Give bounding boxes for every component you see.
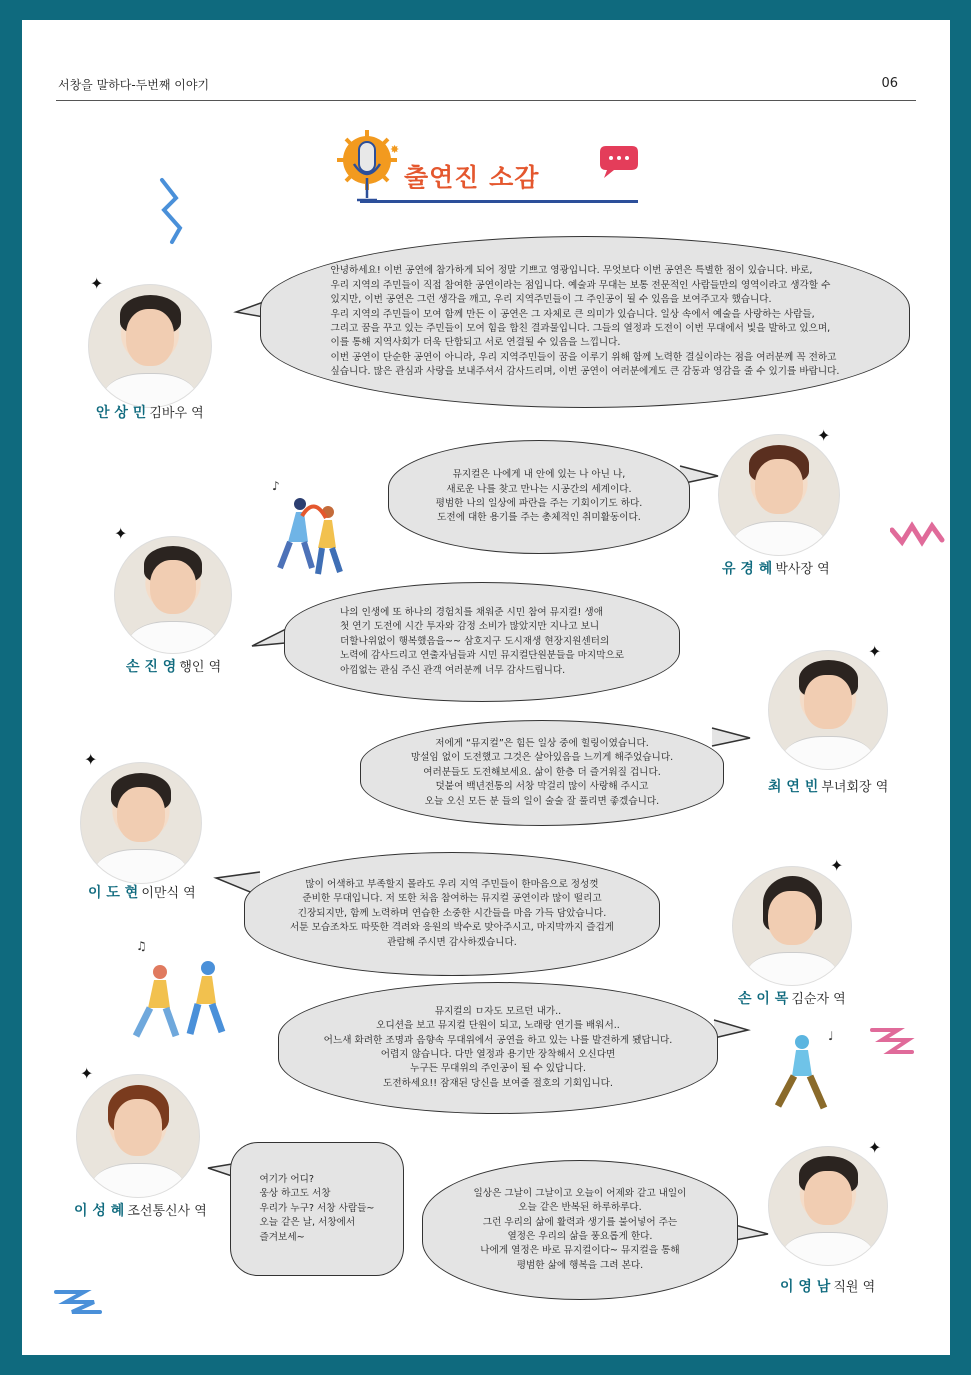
sparkle-icon: ✦	[868, 642, 882, 661]
sparkle-icon: ✦	[84, 750, 98, 769]
svg-text:♪: ♪	[272, 479, 280, 493]
cast-name: 이 도 현	[88, 885, 139, 901]
cast-name-label	[74, 1200, 207, 1220]
cast-quote: 여기가 어디? 웅상 하고도 서창 우리가 누구? 서창 사람들~ 오늘 같은 날, 서창에서 즐겨보세~	[259, 1173, 375, 1243]
bubble-tail	[712, 1016, 752, 1046]
cast-name-label	[780, 1276, 875, 1296]
cast-role: 조선통신사 역	[127, 1204, 207, 1219]
cast-quote: 많이 어색하고 부족할지 몰라도 우리 지역 주민들이 한마음으로 정성껏 준비한 무대입니다. 저 또한 처음 참여하는 뮤지컬 공연이라 많이 떨리고 긴장되지만, 함께 노력하며 연습한 소중한 시간들을 마음 가득 담았습니다. 서툰 모습조차도 따뜻한 격려와 응원의 박수로 맞아주시고, 마지막까지 즐겁게 관람해 주시면 감사하겠습니다.	[289, 878, 614, 948]
sparkle-icon: ✦	[830, 856, 844, 875]
cast-role: 박사장 역	[775, 562, 830, 577]
speech-bubble	[422, 1160, 738, 1300]
svg-text:♫: ♫	[136, 939, 147, 953]
cast-name-label	[126, 656, 221, 676]
header-divider	[56, 100, 916, 101]
cast-role: 이만식 역	[141, 886, 196, 901]
cast-photo-son-imok	[732, 866, 852, 986]
page	[22, 20, 950, 1355]
squiggle-pink-icon	[890, 518, 950, 548]
sparkle-icon: ✦	[90, 274, 104, 293]
cast-name-label	[88, 882, 196, 902]
speech-bubble	[388, 440, 690, 554]
sparkle-icon: ✸	[390, 143, 400, 156]
squiggle-blue-2-icon	[50, 1284, 110, 1318]
cast-quote: 나의 인생에 또 하나의 경험치를 채워준 시민 참여 뮤지컬! 생애 첫 연기 도전에 시간 투자와 감정 소비가 많았지만 지나고 보니 더할나위없이 행복했음을~~ 삼호지구 도시재생 현장지원센터의 노력에 감사드리고 연출자님들과 시민 뮤지컬단원분들을 마지막으로 아낌없는 관심 주신 관객 여러분께 너무 감사드립니다.	[339, 606, 624, 676]
cast-role: 직원 역	[833, 1280, 876, 1295]
page-number: 06	[881, 76, 898, 91]
cast-quote: 일상은 그날이 그날이고 오늘이 어제와 같고 내일이 오늘 같은 반복된 하루하루다. 그런 우리의 삶에 활력과 생기를 불어넣어 주는 열정은 우리의 삶을 풍요롭게 한다. 나에게 열정은 바로 뮤지컬이다~ 뮤지컬을 통해 평범한 삶에 행복을 그려 본다.	[473, 1187, 687, 1271]
speech-bubble	[260, 236, 910, 408]
dancers-illustration-2	[118, 938, 238, 1048]
speech-bubble-icon	[594, 142, 644, 182]
cast-quote: 뮤지컬의 ㅁ자도 모르던 내가.. 오디션을 보고 뮤지컬 단원이 되고, 노래랑 연기를 배워서.. 어느새 화려한 조명과 음향속 무대위에서 공연을 하고 있는 나를 발견하게 됐답니다. 어렵지 않습니다. 다만 열정과 용기만 장착해서 오신다면 누구든 무대위의 주인공이 될 수 있답니다. 도전하세요!! 잠재된 당신을 보여줄 절호의 기회입니다.	[323, 1005, 673, 1089]
cast-photo-lee-youngnam	[768, 1146, 888, 1266]
sparkle-icon: ✦	[817, 426, 831, 445]
cast-role: 부녀회장 역	[821, 780, 889, 795]
speech-bubble	[278, 982, 718, 1114]
cast-name-label	[722, 558, 830, 578]
squiggle-blue-icon	[154, 176, 194, 246]
cast-name: 안 상 민	[96, 405, 147, 421]
cast-quote: 저에게 “뮤지컬”은 힘든 일상 중에 힐링이였습니다. 망설임 없이 도전했고 그것은 살아있음을 느끼게 해주었습니다. 여러분들도 도전해보세요. 삶이 한층 더 즐거워질 겁니다. 덧붙여 백년전통의 서창 막걸리 많이 사랑해 주시고 오늘 오신 모든 분 들의 일이 술술 잘 풀리면 좋겠습니다.	[410, 737, 674, 807]
cast-name-label	[768, 776, 888, 796]
cast-name: 최 연 빈	[768, 779, 819, 795]
cast-name-label	[96, 402, 204, 422]
cast-name: 이 영 남	[780, 1279, 831, 1295]
cast-name: 이 성 혜	[74, 1203, 125, 1219]
cast-quote: 안녕하세요! 이번 공연에 참가하게 되어 정말 기쁘고 영광입니다. 무엇보다 이번 공연은 특별한 점이 있습니다. 바로, 우리 지역의 주민들이 직접 참여한 공연이라는 점입니다. 예술과 무대는 보통 전문적인 사람들만의 영역이라고 생각할 수 있지만, 이번 공연은 그런 생각을 깨고, 우리 지역주민들이 그 주인공이 될 수 있음을 보여주고자 했습니다. 우리 지역의 주민들이 모여 함께 만든 이 공연은 그 자체로 큰 의미가 있습니다. 일상 속에서 예술을 사랑하는 사람들, 그리고 꿈을 꾸고 있는 주민들이 모여 힘을 합친 결과물입니다. 그들의 열정과 도전이 이번 무대에서 빛을 발하고 있으며, 이를 통해 지역사회가 더욱 단합되고 서로 연결될 수 있음을 느낍니다. 이번 공연이 단순한 공연이 아니라, 우리 지역주민들이 꿈을 이루기 위해 함께 노력한 결실이라는 점을 여러분께 꼭 전하고 싶습니다. 많은 관심과 사랑을 보내주셔서 감사드리며, 이번 공연이 여러분에게도 큰 감동과 영감을 줄 수 있기를 바랍니다.	[330, 265, 840, 378]
cast-name-label	[738, 988, 846, 1008]
section-title-block	[332, 128, 652, 208]
speech-bubble	[230, 1142, 404, 1276]
cast-photo-son-jinyoung	[114, 536, 232, 654]
speech-bubble	[284, 582, 680, 702]
dancer-illustration-3	[766, 1022, 856, 1122]
cast-name: 손 이 목	[738, 991, 789, 1007]
sparkle-icon: ✦	[868, 1138, 882, 1157]
cast-photo-an-sangmin	[88, 284, 212, 408]
cast-photo-yoo-kyunghye	[718, 434, 840, 556]
cast-photo-choi-yeonbin	[768, 650, 888, 770]
sparkle-icon: ✦	[80, 1064, 94, 1083]
svg-text:♩: ♩	[828, 1029, 834, 1043]
cast-name: 손 진 영	[126, 659, 177, 675]
sparkle-icon: ✦	[114, 524, 128, 543]
speech-bubble	[360, 720, 724, 826]
title-underline	[360, 200, 638, 203]
cast-photo-lee-sunghye	[76, 1074, 200, 1198]
header-title: 서창을 말하다-두번째 이야기	[58, 78, 210, 92]
squiggle-pink-2-icon	[868, 1024, 918, 1068]
section-title: 출연진 소감	[404, 163, 540, 192]
cast-photo-lee-dohyun	[80, 762, 202, 884]
cast-quote: 뮤지컬은 나에게 내 안에 있는 나 아닌 나, 새로운 나를 찾고 만나는 시공간의 세계이다. 평범한 나의 일상에 파란을 주는 기회이기도 하다. 도전에 대한 용기를 주는 총체적인 취미활동이다.	[435, 469, 643, 524]
cast-role: 김바우 역	[149, 406, 204, 421]
bubble-tail	[710, 724, 754, 754]
speech-bubble	[244, 852, 660, 976]
microphone-icon	[332, 128, 402, 208]
dancers-illustration	[268, 476, 358, 586]
cast-name: 유 경 혜	[722, 561, 773, 577]
cast-role: 행인 역	[179, 660, 222, 675]
cast-role: 김순자 역	[791, 992, 846, 1007]
